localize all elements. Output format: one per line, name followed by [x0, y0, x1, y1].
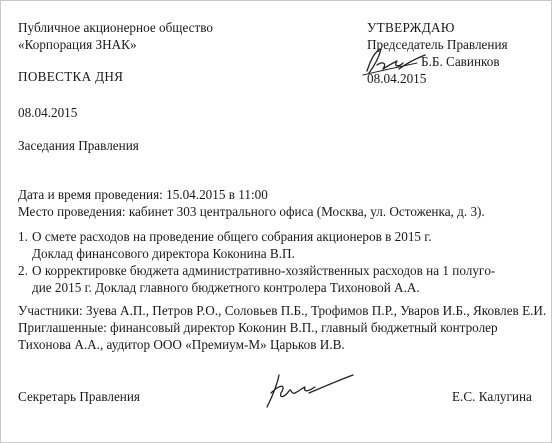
organization-block — [18, 19, 213, 53]
approver-position: Председатель Правления — [367, 37, 508, 52]
agenda-item-text: О корректировке бюджета административно-хозяйственных расходов на 1 полугo- — [32, 263, 496, 278]
agenda-item-text: Доклад финансового директора Коконина В.П. — [32, 246, 295, 261]
meeting-name: Заседания Правления — [18, 138, 139, 153]
approver-name: Б.Б. Савинков — [421, 54, 500, 69]
agenda-item — [18, 262, 495, 296]
meeting-place: Место проведения: кабинет 303 центрального офиса (Москва, ул. Остоженка, д. 3). — [18, 204, 485, 219]
agenda-item — [18, 228, 495, 262]
meeting-details — [18, 186, 485, 220]
agenda-item-number: 2. — [18, 263, 28, 278]
agenda-item-text: О смете расходов на проведение общего собрания акционеров в 2015 г. — [32, 229, 432, 244]
document-title: ПОВЕСТКА ДНЯ — [18, 69, 124, 84]
meeting-datetime: Дата и время проведения: 15.04.2015 в 11:00 — [18, 187, 268, 202]
organization-type: Публичное акционерное общество — [18, 20, 213, 35]
participants-invited: Тихонова А.А., аудитор ООО «Премиум-М» Царьков И.В. — [18, 337, 345, 352]
secretary-name: Е.С. Калугина — [452, 389, 532, 404]
agenda-list — [18, 228, 495, 296]
participants-members: Участники: Зуева А.П., Петров Р.О., Соловьев П.Б., Трофимов П.Р., Уваров И.Б., Яковлев Е.И. — [18, 303, 547, 318]
participants-invited: Приглашенные: финансовый директор Коконин В.П., главный бюджетный контролер — [18, 320, 498, 335]
organization-name: «Корпорация ЗНАК» — [18, 37, 137, 52]
document-date: 08.04.2015 — [18, 105, 78, 120]
approval-date: 08.04.2015 — [367, 71, 427, 86]
approval-block — [367, 19, 508, 87]
participants-block — [18, 302, 546, 353]
secretary-signature — [257, 369, 357, 411]
secretary-label: Секретарь Правления — [18, 389, 140, 404]
agenda-item-text: дие 2015 г. Доклад главного бюджетного контролера Тихоновой А.А. — [32, 280, 420, 295]
approval-title: УТВЕРЖДАЮ — [367, 20, 455, 35]
agenda-item-number: 1. — [18, 229, 28, 244]
